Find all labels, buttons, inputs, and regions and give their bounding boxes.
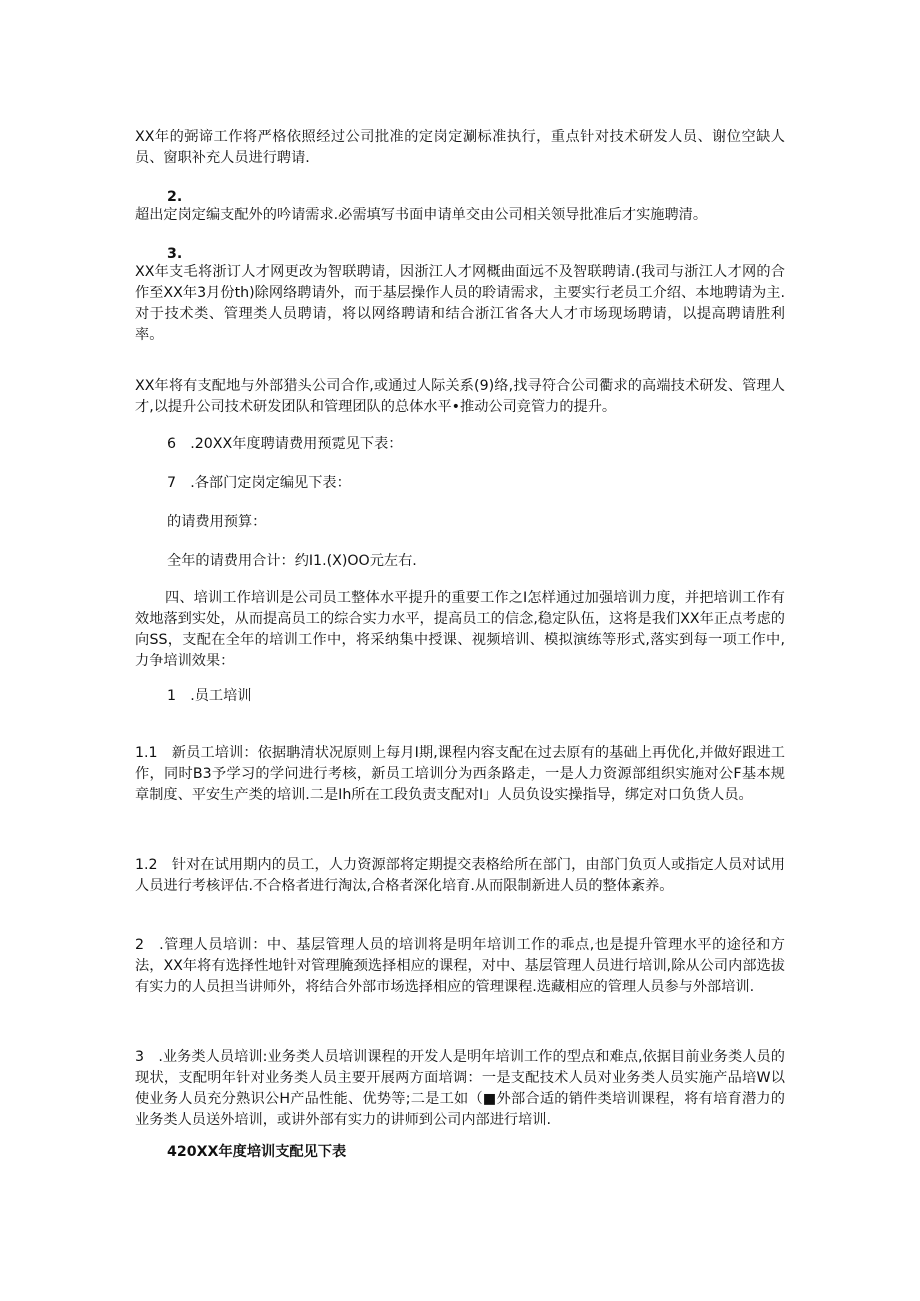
heading-employee-training: 1 .员工培训 [167, 688, 252, 704]
paragraph-sales-staff-training: 3 .业务类人员培训:业务类人员培训课程的开发人是明年培训工作的型点和难点,依据目前业务类人员的现状，支配明年针对业务类人员主要开展两方面培调：一是支配技术人员对业务类人员实施产品培W以使业务人员充分熟识公H产品性能、优势等;二是工如（■外部合适的销件类培训课程，将有培育潜力的业务类人员送外培训，或讲外部有实力的讲师到公司内部进行培训. [135, 1049, 785, 1128]
paragraph-new-employee-training: 1.1 新员工培训：依据聃清状况原则上每月I期,课程内容支配在过去原有的基础上再优化,并做好跟进工作，同时B3予学习的学问进行考核，新员工培训分为西条路走，一是人力资源部组织实施对公F基本规章制度、平安生产类的培训.二是Ih所在工段负责支配对I」人员负设实操指导，绑定对口负货人员。 [135, 745, 785, 803]
item-recruitment-budget-table: 6 .20XX年度聘请费用预霓见下表： [167, 436, 403, 452]
total-recruitment-cost: 全年的请费用合计：约I1.(X)OO元左右. [167, 553, 417, 569]
paragraph-headhunter: XX年将有支配地与外部猎头公司合作,或通过人际关系(9)络,找寻符合公司衢求的高端技术研发、管理人才,以提升公司技术研发团队和管理团队的总体水平•推动公司竞管力的提升。 [135, 378, 785, 415]
item-number-2: 2. [167, 189, 183, 205]
item-training-plan-table: 420XX年度培训支配见下表 [167, 1144, 347, 1160]
label-recruitment-budget: 的请费用预算： [167, 514, 267, 530]
item-number-3: 3. [167, 246, 183, 262]
paragraph-recruitment-standard: XX年的弼谛工作将严格依照经过公司批准的定岗定涮标准执行，重点针对技术研发人员、谢位空缺人员、窗职补充人员进行聘请. [135, 129, 785, 166]
paragraph-extra-demand: 超出定岗定编支配外的吟请需求.必需填写书面申请单交由公司相关领导批准后才实施聘清。 [135, 207, 708, 223]
paragraph-recruitment-channels: XX年支毛将浙订人才网更改为智联聘请，因浙江人才网概曲面远不及智联聘请.(我司与浙江人才网的合作至XX年3月份th)除网络聘请外，而于基层操作人员的聆请需求，主要实行老员工介绍、本地聘请为主.对于技术类、管理类人员聘请，将以网络聘请和结合浙江省各大人才市场现场聘请，以提高聘请胜利率。 [135, 264, 785, 343]
paragraph-probation-evaluation: 1.2 针对在试用期内的员工，人力资源部将定期提交表格给所在部门，由部门负页人或指定人员对试用人员进行考核评估.不合格者进行淘汰,合格者深化培育.从而限制新进人员的整体紊养。 [135, 857, 785, 894]
paragraph-management-training: 2 .管理人员培训：中、基层管理人员的培训将是明年培训工作的乖点,也是提升管理水平的途径和方法，XX年将有选择性地针对管理腌颈选择相应的课程，对中、基层管理人员进行培训,除从公司内部选拔有实力的人员担当讲师外，将结合外部市场选择相应的管理课程.选藏相应的管理人员参与外部培训. [135, 937, 785, 995]
item-department-headcount-table: 7 .各部门定岗定编见下表： [167, 475, 351, 491]
paragraph-training-overview: 四、培训工作培训是公司员工整体水平提升的重要工作之I怎样通过加强培训力度，并把培训工作有效地落到实处，从而提高员工的综合实力水平，提高员工的信念,稳定队伍，这将是我们XX年正点考虑的向SS，支配在全年的培训工作中，将采纳集中授课、视频培训、模拟演练等形式,落实到每一项工作中,力争培训效果： [135, 590, 785, 669]
